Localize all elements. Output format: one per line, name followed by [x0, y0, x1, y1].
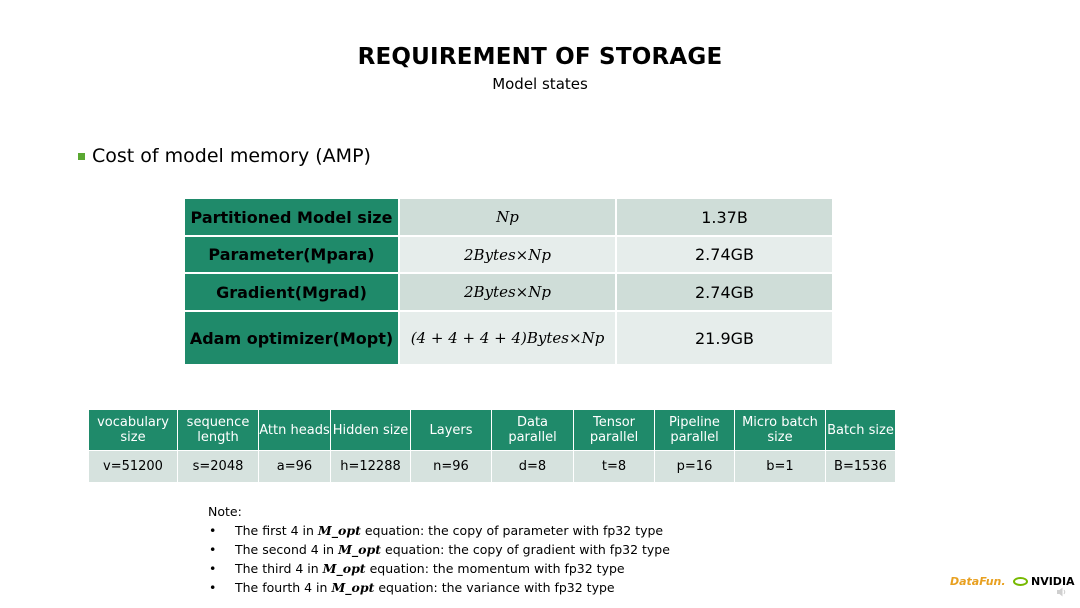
note-text: The fourth 4 in [235, 580, 332, 595]
note-text: equation: the variance with fp32 type [374, 580, 615, 595]
speaker-icon[interactable] [1056, 586, 1068, 598]
note-term: M_opt [331, 580, 375, 595]
row-formula: Np [399, 198, 616, 236]
datafun-logo: DataFun. [950, 575, 1006, 588]
slide-title: REQUIREMENT OF STORAGE [357, 44, 723, 70]
note-text: equation: the copy of parameter with fp32 type [360, 523, 664, 538]
note-text: The second 4 in [235, 542, 339, 557]
table-row [184, 311, 833, 365]
row-label: Partitioned Model size [184, 198, 399, 236]
table-row [184, 198, 833, 236]
model-config-table [88, 409, 896, 483]
bullet-item [78, 145, 371, 167]
note-text: The first 4 in [235, 523, 318, 538]
table-cell: B=1536 [826, 451, 896, 483]
nvidia-eye-icon [1013, 577, 1028, 586]
table-row [184, 236, 833, 273]
column-header: sequence length [178, 410, 259, 451]
table-row [184, 273, 833, 311]
column-header: Layers [411, 410, 492, 451]
header-row [89, 410, 896, 451]
table-cell: t=8 [574, 451, 655, 483]
table-cell: a=96 [259, 451, 331, 483]
note-heading: Note: [208, 504, 242, 519]
column-header: vocabulary size [89, 410, 178, 451]
list-item: • The fourth 4 in M_opt equation: the variance with fp32 type [209, 580, 615, 595]
column-header: Hidden size [331, 410, 411, 451]
list-item: • The third 4 in M_opt equation: the momentum with fp32 type [209, 561, 625, 576]
table-row [89, 451, 896, 483]
bullet-square-icon [78, 153, 85, 160]
nvidia-logo-text: NVIDIA [1031, 575, 1075, 588]
row-value: 2.74GB [616, 273, 833, 311]
row-formula: 2Bytes×Np [399, 236, 616, 273]
column-header: Tensor parallel [574, 410, 655, 451]
row-formula: (4 + 4 + 4 + 4)Bytes×Np [399, 311, 616, 365]
table-cell: n=96 [411, 451, 492, 483]
note-text: equation: the copy of gradient with fp32 type [381, 542, 670, 557]
table-cell: d=8 [492, 451, 574, 483]
note-term: M_opt [322, 561, 366, 576]
row-label: Parameter(Mpara) [184, 236, 399, 273]
bullet-text: Cost of model memory (AMP) [92, 145, 371, 167]
slide-subtitle: Model states [492, 75, 588, 93]
row-value: 21.9GB [616, 311, 833, 365]
table-cell: p=16 [655, 451, 735, 483]
column-header: Micro batch size [735, 410, 826, 451]
table-cell: h=12288 [331, 451, 411, 483]
list-item: • The first 4 in M_opt equation: the copy of parameter with fp32 type [209, 523, 664, 538]
note-text: The third 4 in [235, 561, 323, 576]
table-cell: b=1 [735, 451, 826, 483]
list-item: • The second 4 in M_opt equation: the copy of gradient with fp32 type [209, 542, 670, 557]
note-term: M_opt [317, 523, 361, 538]
column-header: Pipeline parallel [655, 410, 735, 451]
row-value: 2.74GB [616, 236, 833, 273]
row-formula: 2Bytes×Np [399, 273, 616, 311]
table-cell: s=2048 [178, 451, 259, 483]
note-text: equation: the momentum with fp32 type [365, 561, 625, 576]
column-header: Attn heads [259, 410, 331, 451]
note-block [208, 502, 670, 597]
note-term: M_opt [338, 542, 382, 557]
row-value: 1.37B [616, 198, 833, 236]
row-label: Adam optimizer(Mopt) [184, 311, 399, 365]
column-header: Batch size [826, 410, 896, 451]
table-cell: v=51200 [89, 451, 178, 483]
column-header: Data parallel [492, 410, 574, 451]
row-label: Gradient(Mgrad) [184, 273, 399, 311]
memory-cost-table [183, 197, 834, 366]
